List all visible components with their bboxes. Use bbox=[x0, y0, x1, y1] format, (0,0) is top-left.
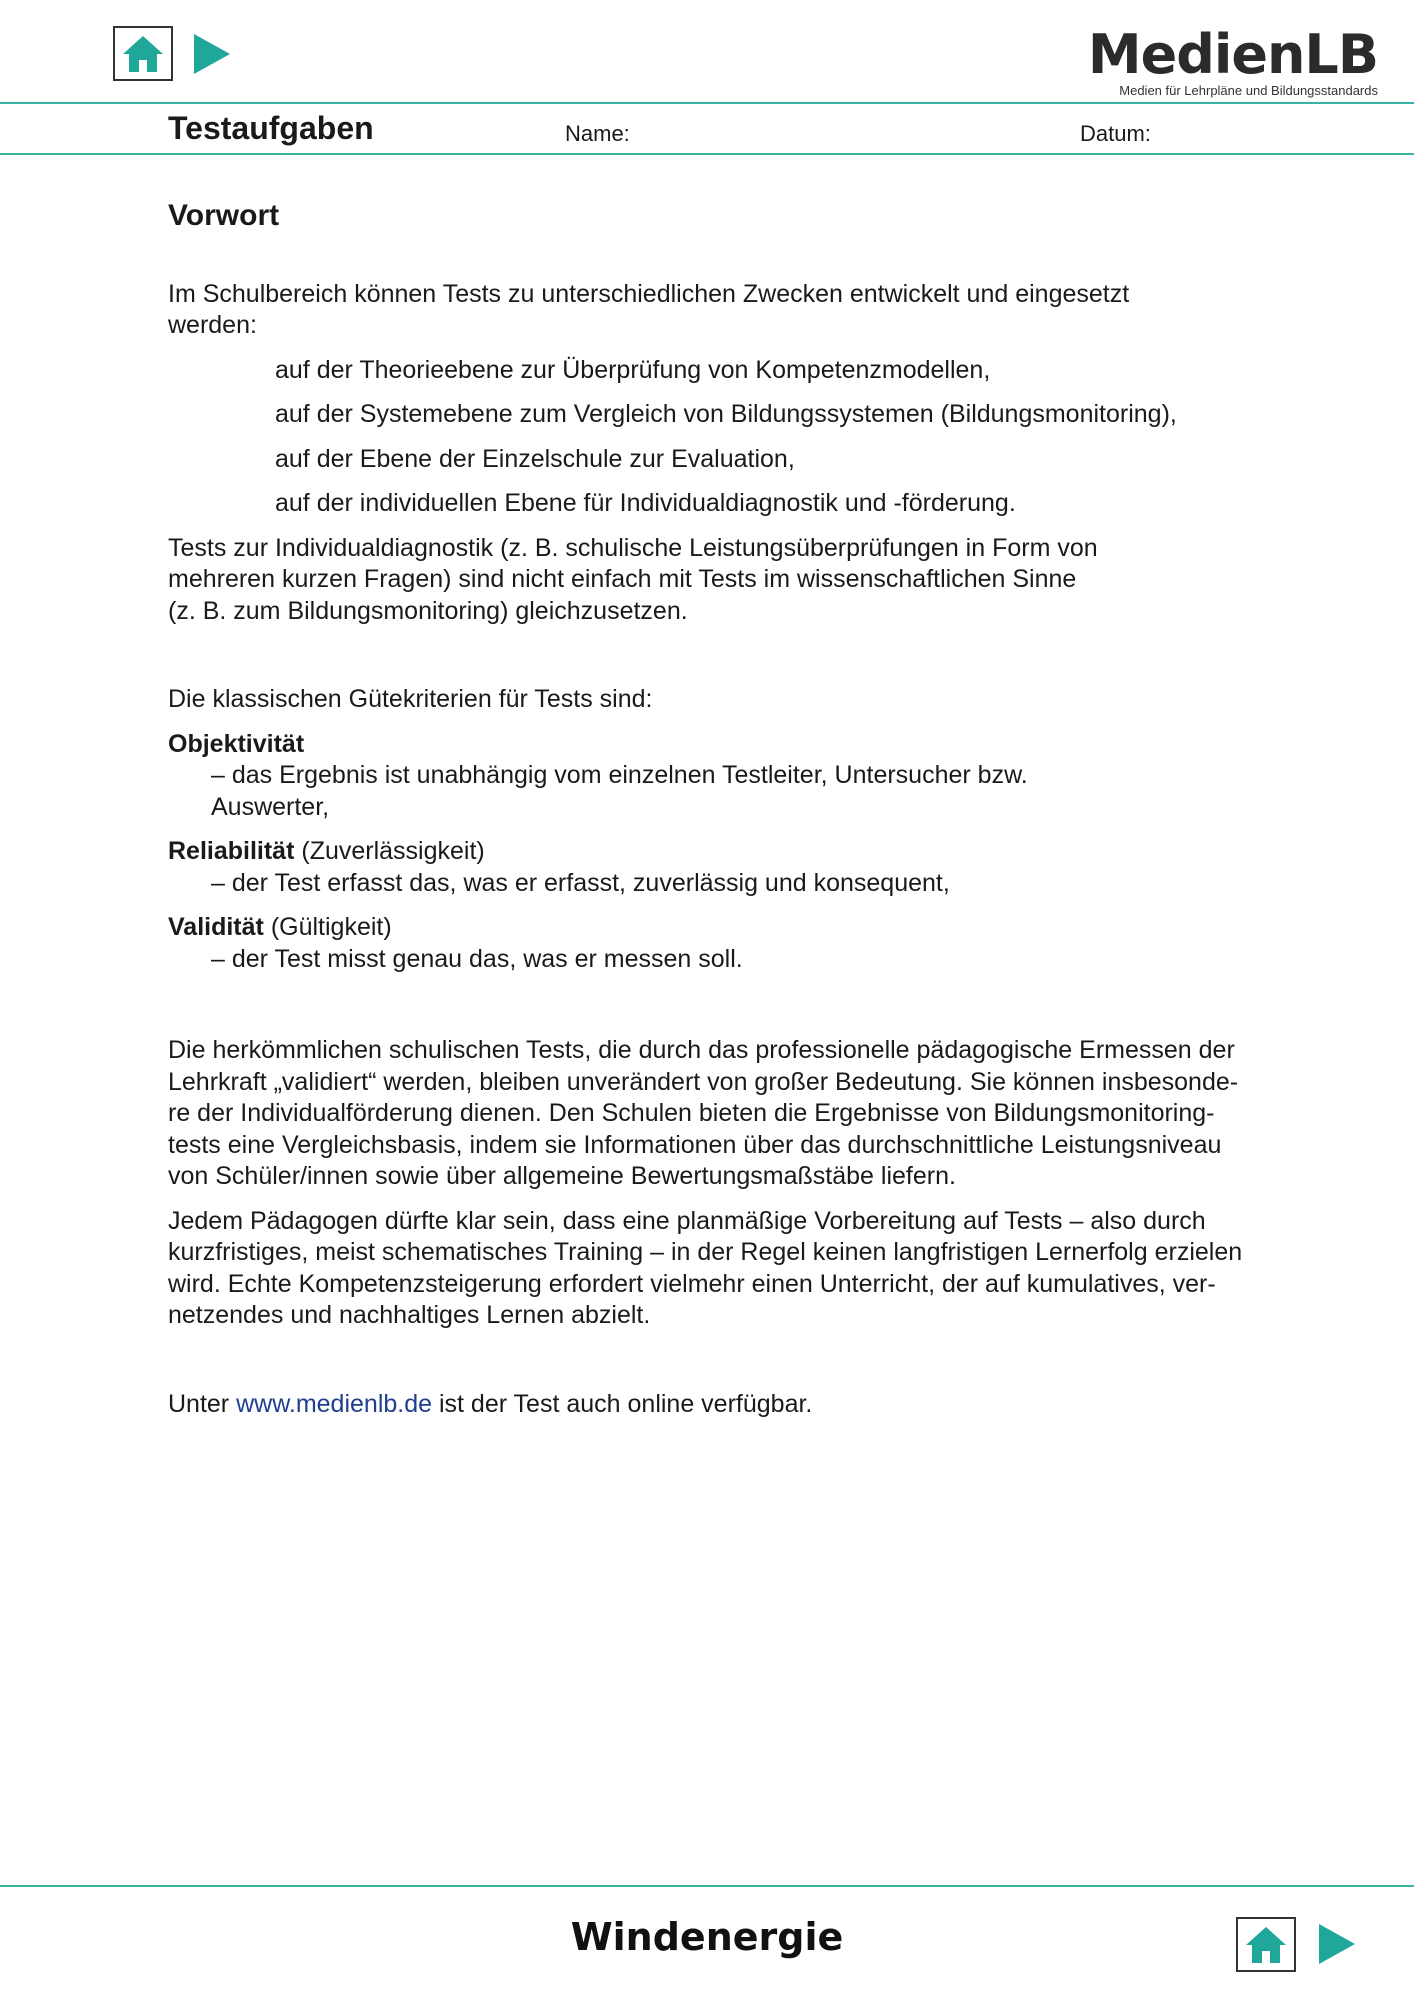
criterion-note: (Zuverlässigkeit) bbox=[301, 837, 485, 865]
play-arrow-icon[interactable] bbox=[1315, 1922, 1359, 1966]
individual-tests-paragraph bbox=[168, 533, 1298, 628]
list-item: auf der Theorieebene zur Überprüfung von Kompetenzmodellen, bbox=[275, 355, 991, 384]
medienlb-logo bbox=[1078, 23, 1378, 98]
criterion-term: Objektivität bbox=[168, 729, 305, 758]
online-prefix: Unter bbox=[168, 1389, 230, 1418]
footer-title: Windenergie bbox=[570, 1915, 844, 1959]
online-suffix: ist der Test auch online verfügbar. bbox=[438, 1389, 813, 1418]
criterion-description: Auswerter, bbox=[211, 792, 330, 821]
home-button-bottom[interactable] bbox=[1236, 1917, 1296, 1972]
paragraph-line: von Schüler/innen sowie über allgemeine Bewertungsmaßstäbe liefern. bbox=[168, 1162, 956, 1190]
paragraph-line: wird. Echte Kompetenzsteigerung erfordert vielmehr einen Unterricht, der auf kumulatives, ver- bbox=[168, 1269, 1216, 1298]
logo-name: MedienLB bbox=[1087, 23, 1378, 86]
home-icon bbox=[1244, 1925, 1288, 1965]
header-divider-top bbox=[0, 102, 1414, 104]
home-icon bbox=[121, 34, 165, 74]
paragraph-line: Die herkömmlichen schulischen Tests, die durch das professionelle pädagogische Ermessen der bbox=[168, 1036, 1235, 1064]
paragraph-line: Lehrkraft „validiert“ werden, bleiben unverändert von großer Bedeutung. Sie können insbesonde- bbox=[168, 1067, 1239, 1096]
paragraph-line: mehreren kurzen Fragen) sind nicht einfach mit Tests im wissenschaftlichen Sinne bbox=[168, 565, 1077, 593]
main-content bbox=[168, 200, 1298, 1420]
criterion-description: – der Test misst genau das, was er messen soll. bbox=[211, 944, 743, 973]
paragraph-line: netzendes und nachhaltiges Lernen abzielt. bbox=[168, 1301, 651, 1329]
page-title: Testaufgaben bbox=[168, 110, 374, 146]
paragraph-line: (z. B. zum Bildungsmonitoring) gleichzusetzen. bbox=[168, 596, 688, 625]
criterion-objectivity bbox=[168, 729, 1298, 824]
online-availability bbox=[168, 1389, 1298, 1421]
paragraph-line: kurzfristiges, meist schematisches Training – in der Regel keinen langfristigen Lernerfolg erzielen bbox=[168, 1238, 1243, 1266]
paragraph-line: tests eine Vergleichsbasis, indem sie Informationen über das durchschnittliche Leistungsniveau bbox=[168, 1130, 1222, 1159]
section-heading: Vorwort bbox=[168, 199, 280, 232]
logo-tagline: Medien für Lehrpläne und Bildungsstandards bbox=[1119, 83, 1378, 98]
paragraph-line: Tests zur Individualdiagnostik (z. B. schulische Leistungsüberprüfungen in Form von bbox=[168, 533, 1098, 562]
footer-divider bbox=[0, 1885, 1414, 1887]
date-label: Datum: bbox=[1080, 121, 1151, 146]
criterion-reliability bbox=[168, 836, 1298, 899]
criterion-validity bbox=[168, 912, 1298, 975]
list-item: auf der Ebene der Einzelschule zur Evaluation, bbox=[275, 444, 795, 473]
paragraph-line: re der Individualförderung dienen. Den Schulen bieten die Ergebnisse von Bildungsmonitoring- bbox=[168, 1099, 1215, 1127]
traditional-tests-paragraph bbox=[168, 1035, 1298, 1193]
preparation-paragraph bbox=[168, 1206, 1298, 1332]
list-item: auf der Systemebene zum Vergleich von Bildungssystemen (Bildungsmonitoring), bbox=[275, 400, 1177, 428]
header-divider-bottom bbox=[0, 153, 1414, 155]
list-item: auf der individuellen Ebene für Individualdiagnostik und -förderung. bbox=[275, 489, 1016, 517]
purpose-list bbox=[168, 355, 1298, 520]
medienlb-link[interactable]: www.medienlb.de bbox=[236, 1389, 433, 1418]
play-arrow-icon[interactable] bbox=[190, 32, 234, 76]
criterion-description: – der Test erfasst das, was er erfasst, zuverlässig und konsequent, bbox=[211, 868, 950, 897]
home-button-top[interactable] bbox=[113, 26, 173, 81]
name-label: Name: bbox=[565, 121, 630, 146]
criterion-description: – das Ergebnis ist unabhängig vom einzelnen Testleiter, Untersucher bzw. bbox=[211, 761, 1028, 789]
paragraph-line: Jedem Pädagogen dürfte klar sein, dass eine planmäßige Vorbereitung auf Tests – also durch bbox=[168, 1206, 1206, 1235]
criteria-intro: Die klassischen Gütekriterien für Tests sind: bbox=[168, 685, 653, 713]
criterion-term: Reliabilität bbox=[168, 837, 295, 865]
intro-paragraph: Im Schulbereich können Tests zu unterschiedlichen Zwecken entwickelt und eingesetzt werden: bbox=[168, 279, 1130, 339]
criterion-term: Validität bbox=[168, 913, 264, 941]
criterion-note: (Gültigkeit) bbox=[270, 913, 392, 941]
